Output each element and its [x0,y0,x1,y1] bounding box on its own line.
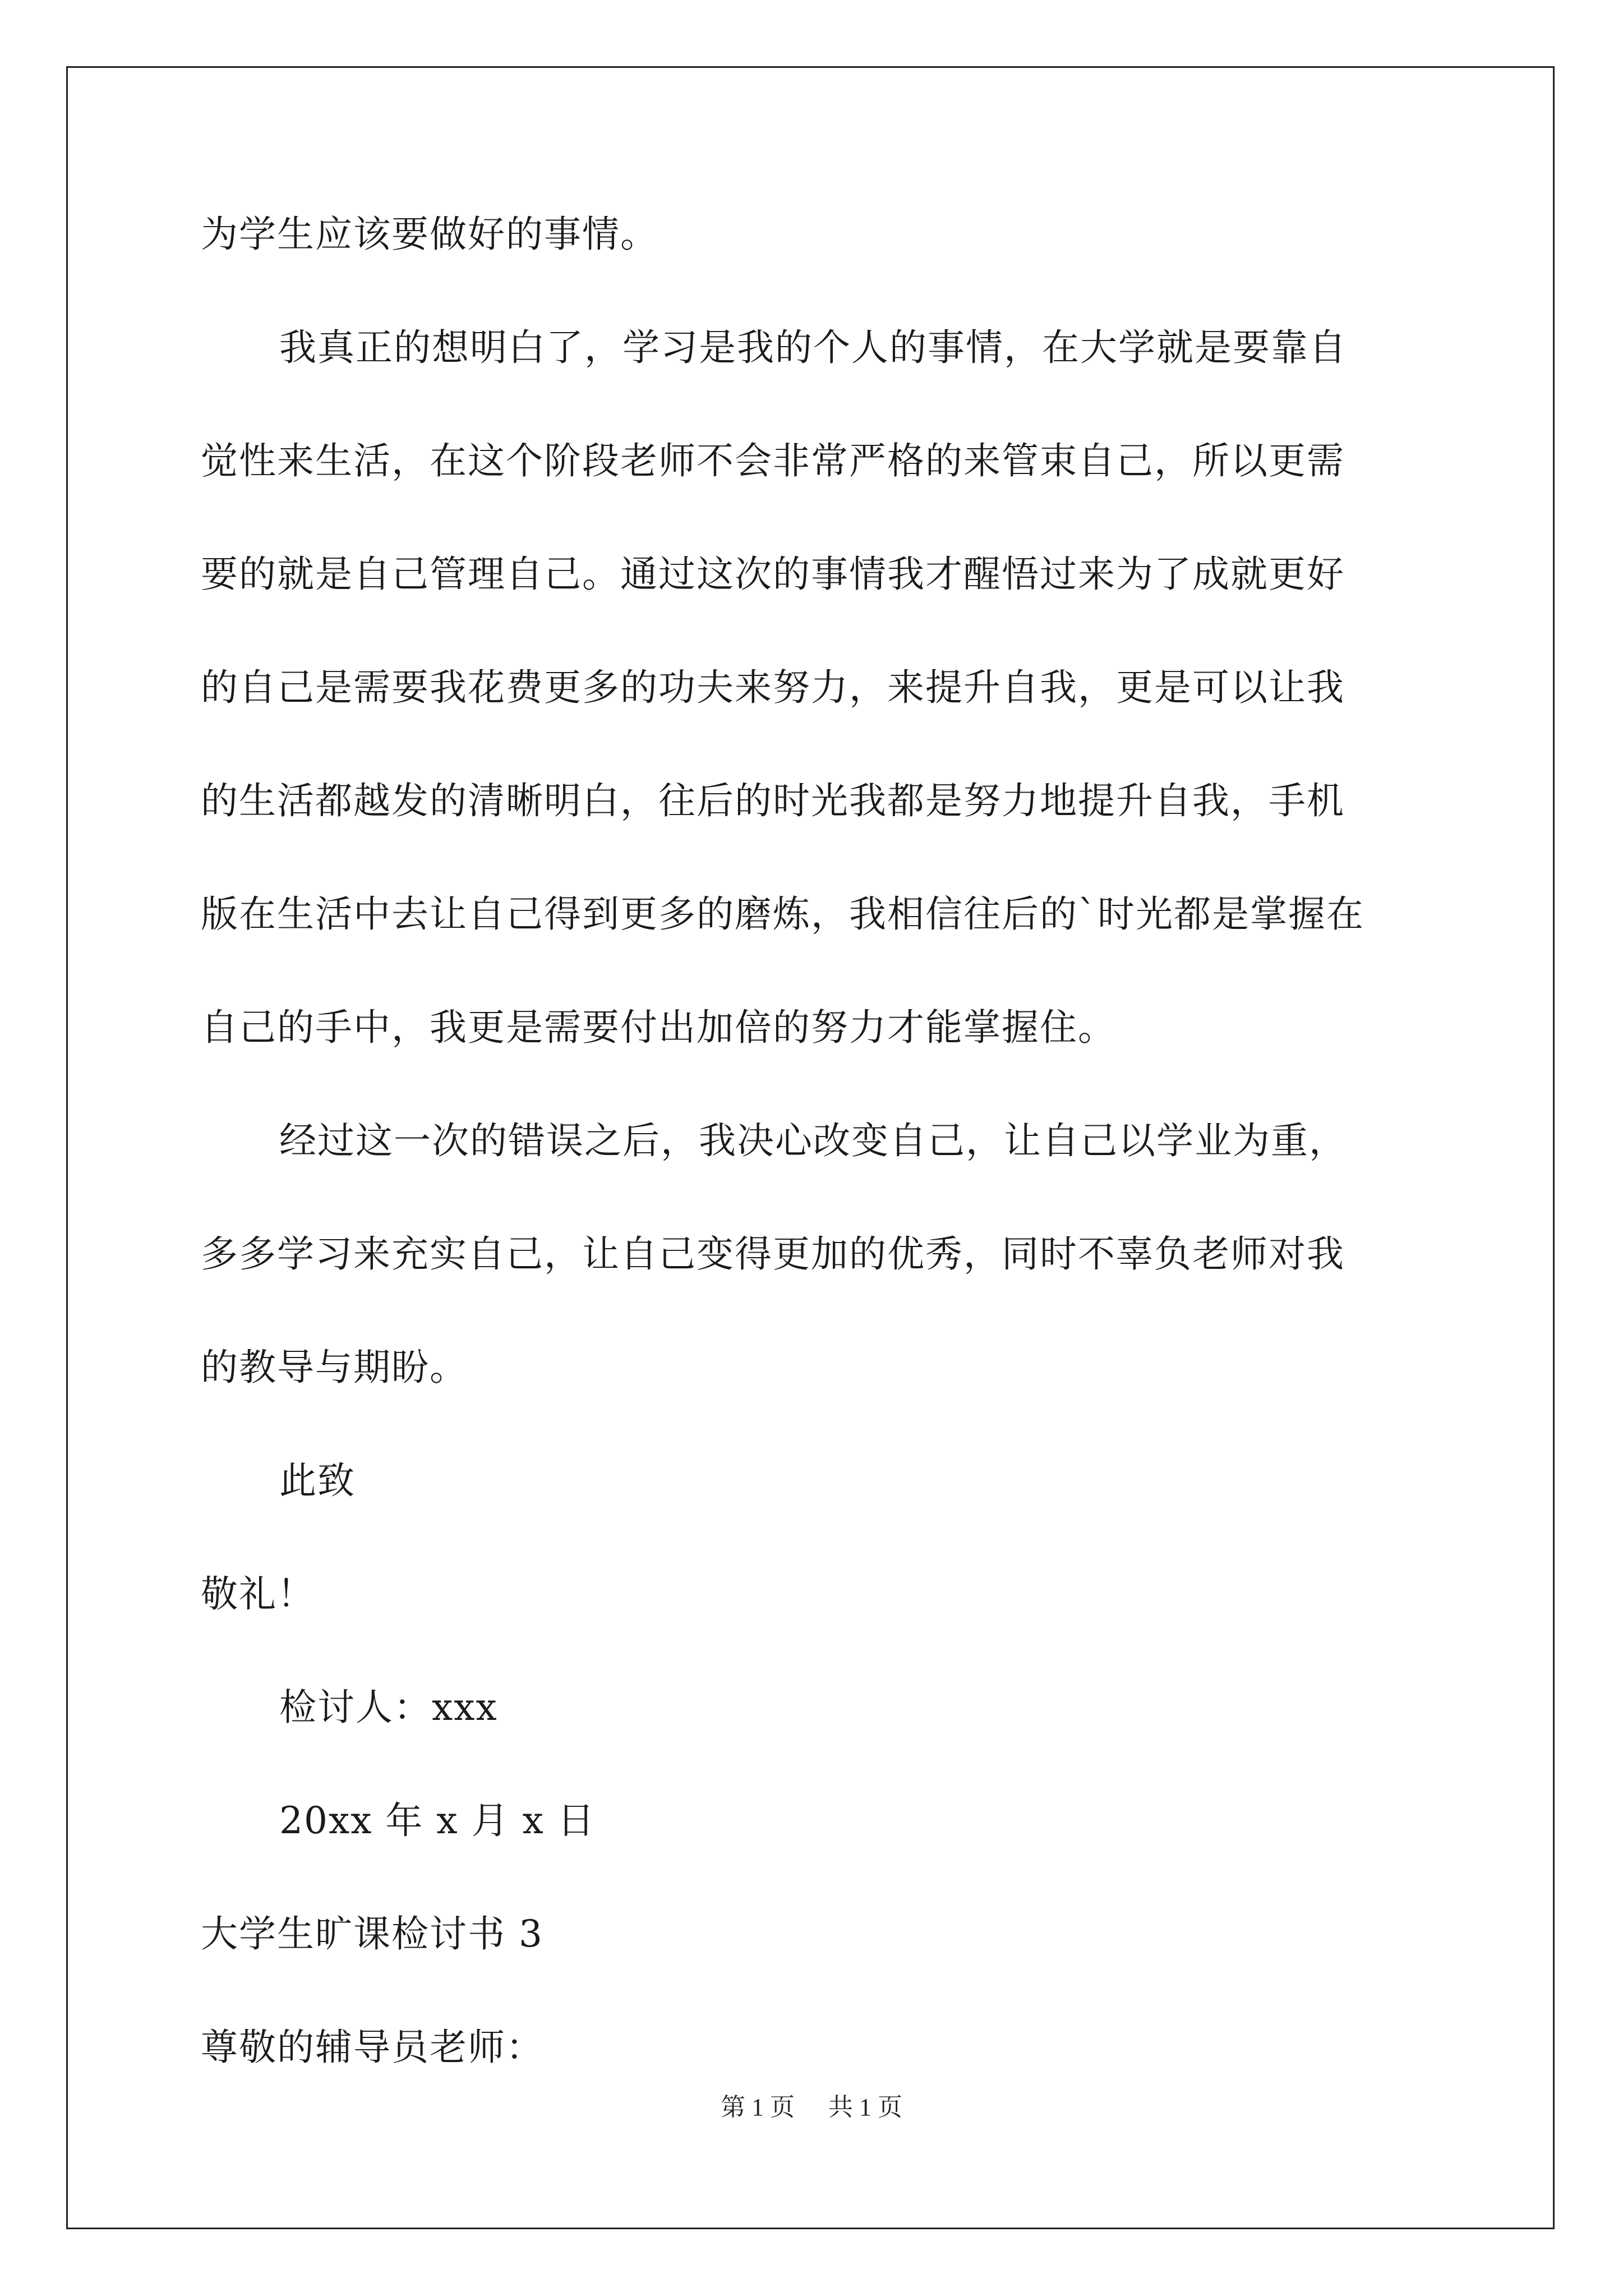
paragraph-line: 要的就是自己管理自己。通过这次的事情我才醒悟过来为了成就更好 [201,553,1345,596]
date-line: 20xx 年 x 月 x 日 [279,1799,596,1842]
paragraph-line: 多多学习来充实自己，让自己变得更加的优秀，同时不辜负老师对我 [201,1232,1345,1276]
section-title: 大学生旷课检讨书 3 [201,1912,543,1955]
paragraph-line: 的教导与期盼。 [201,1346,468,1389]
paragraph-line: 的生活都越发的清晰明白，往后的时光我都是努力地提升自我，手机 [201,779,1345,822]
page-number-total: 共 1 页 [828,2093,902,2121]
paragraph-line: 版在生活中去让自己得到更多的磨炼，我相信往后的`时光都是掌握在 [201,892,1364,936]
page-footer [0,2087,1623,2123]
document-body [201,208,1429,2134]
paragraph-line: 为学生应该要做好的事情。 [201,213,658,256]
greeting-line: 尊敬的辅导员老师： [201,2026,544,2069]
closing-regards: 敬礼！ [201,1572,315,1616]
closing-salutation: 此致 [279,1459,356,1502]
paragraph-line: 我真正的想明白了，学习是我的个人的事情，在大学就是要靠自 [279,326,1347,369]
paragraph-line: 觉性来生活，在这个阶段老师不会非常严格的来管束自己，所以更需 [201,439,1345,482]
paragraph-line: 经过这一次的错误之后，我决心改变自己，让自己以学业为重， [279,1119,1347,1162]
paragraph-line: 的自己是需要我花费更多的功夫来努力，来提升自我，更是可以让我 [201,666,1345,709]
signature-line: 检讨人：xxx [279,1686,498,1729]
page-number-current: 第 1 页 [721,2093,795,2121]
paragraph-line: 自己的手中，我更是需要付出加倍的努力才能掌握住。 [201,1006,1116,1049]
